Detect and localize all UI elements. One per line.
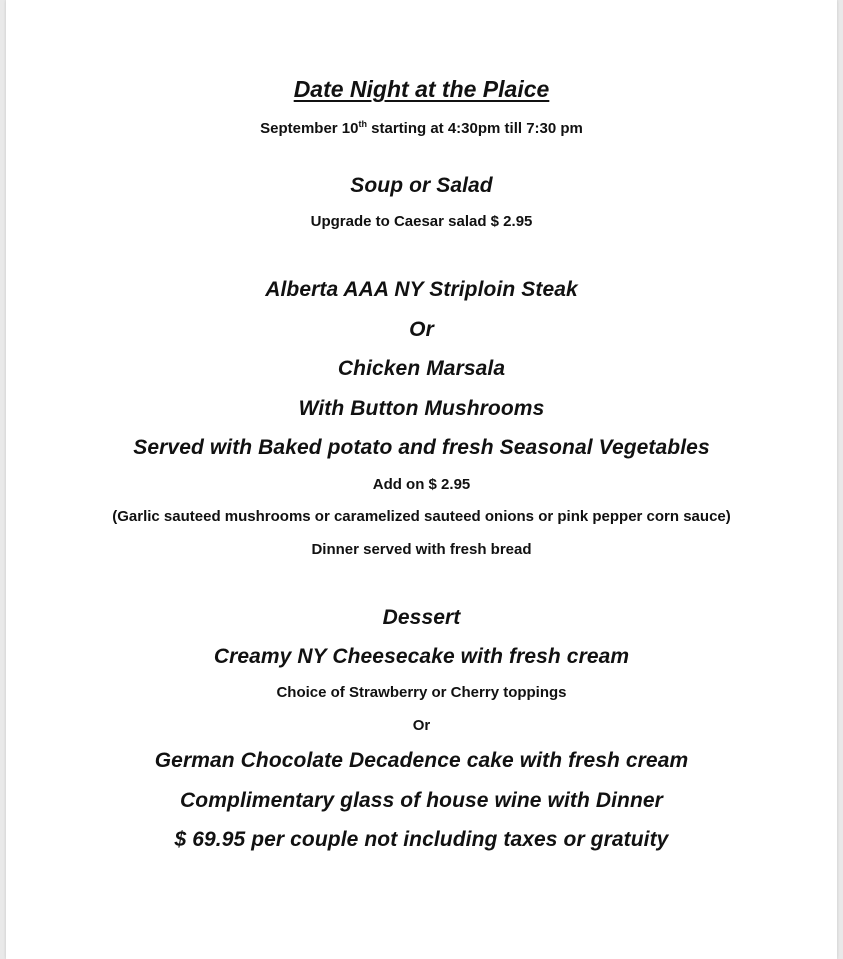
main-option-steak: Alberta AAA NY Striploin Steak (265, 278, 578, 301)
dessert-option-chocolate-cake: German Chocolate Decadence cake with fresh cream (154, 749, 689, 772)
dessert-toppings: Choice of Strawberry or Cherry toppings (276, 684, 567, 701)
addon-options: (Garlic sauteed mushrooms or caramelized sauteed onions or pink pepper corn sauce) (112, 508, 731, 525)
dessert-heading: Dessert (382, 606, 461, 629)
main-sides: Served with Baked potato and fresh Seasonal Vegetables (133, 436, 710, 459)
main-or: Or (409, 318, 434, 341)
dessert-option-cheesecake: Creamy NY Cheesecake with fresh cream (213, 645, 630, 668)
dessert-or: Or (412, 717, 431, 734)
main-option-chicken: Chicken Marsala (337, 357, 506, 380)
soup-heading: Soup or Salad (350, 174, 493, 197)
event-date: September 10 (260, 120, 359, 137)
price-note: $ 69.95 per couple not including taxes or gratuity (174, 828, 669, 851)
addon-price: Add on $ 2.95 (372, 476, 471, 493)
menu-title: Date Night at the Plaice (293, 76, 550, 102)
event-date-time (6, 120, 837, 137)
event-time: starting at 4:30pm till 7:30 pm (367, 120, 583, 137)
menu-page (6, 0, 837, 959)
bread-note: Dinner served with fresh bread (311, 541, 532, 558)
wine-note: Complimentary glass of house wine with Dinner (180, 789, 663, 812)
soup-upgrade: Upgrade to Caesar salad $ 2.95 (310, 213, 533, 230)
main-option-chicken-detail: With Button Mushrooms (298, 397, 545, 420)
event-date-suffix: th (358, 119, 367, 129)
